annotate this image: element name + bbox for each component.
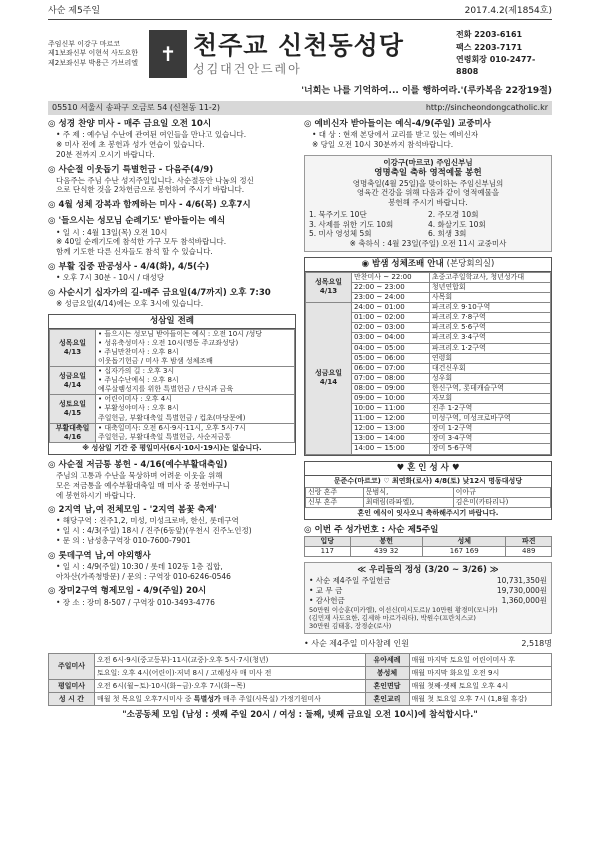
line: • 일 시 : 4월 13일(목) 오전 10시 <box>56 227 168 237</box>
hymn-numbers <box>304 525 552 557</box>
clergy-list <box>48 40 143 68</box>
wedding-box <box>304 461 552 520</box>
table-row <box>306 497 551 507</box>
left-column <box>48 119 296 649</box>
special-text: 매주 주일(사목실) 가정기원미사 <box>223 694 321 703</box>
line: • 일 시 : 4/3(주일) 18시 / 진주(6동앞)(우천시 진주노인정) <box>56 526 252 536</box>
day-label: 성토요일 4/15 <box>50 395 96 423</box>
table-row <box>49 680 552 693</box>
table-row <box>305 547 552 557</box>
pilgrim-prayer <box>48 216 296 256</box>
list-item: 4. 화살기도 10회 <box>428 219 486 229</box>
finance-label: • 교 무 금 <box>309 586 343 596</box>
day-label: 성금요일 4/14 <box>306 303 352 454</box>
time-slot: 01:00 ~ 02:00 <box>352 313 430 323</box>
fax: 팩스 2203-7171 <box>456 42 523 52</box>
assigned-group: 사목회 <box>429 293 550 303</box>
finance-row <box>309 576 547 586</box>
section-heading: ◎ 장미2구역 형제모임 - 4/9(주일) 20시 <box>48 586 207 597</box>
day-detail <box>96 423 295 442</box>
section-heading: ◎ 성경 찬양 미사 - 매주 금요일 오전 10시 <box>48 119 212 130</box>
funeral-contact: 연령회장 010-2477-8808 <box>456 55 536 77</box>
confession <box>48 262 296 283</box>
time-slot: 06:00 ~ 07:00 <box>352 363 430 373</box>
assigned-group: 초중고주일학교사, 청년성가대 <box>429 272 550 282</box>
day-label: 성목요일 4/13 <box>306 272 352 302</box>
list-item: 5. 미사 영성체 5회 <box>309 229 372 239</box>
line: • 일 시 : 4/9(주일) 10:30 / 롯데 102동 1층 집합, <box>56 561 223 571</box>
cell: 문범식, <box>363 487 453 497</box>
time-slot: 14:00 ~ 15:00 <box>352 444 430 454</box>
table-row <box>50 423 295 442</box>
cell: 봉성체 <box>365 667 409 680</box>
table-row <box>305 537 552 547</box>
line: 으로 단식한 것을 2차헌금으로 봉헌하여 주시기 바랍니다. <box>56 185 245 195</box>
masthead <box>48 24 552 84</box>
time-slot: 08:00 ~ 09:00 <box>352 383 430 393</box>
line: 봉헌해 주시기 바랍니다. <box>388 198 468 208</box>
cell: 토요일: 오후 4시(어린이)·저녁 8시 / 고해성사 매 미사 전 <box>95 667 366 680</box>
cell: 혼인면담 <box>365 680 409 693</box>
table-row <box>49 654 552 667</box>
section-heading: ◎ 사순절 저금통 봉헌 - 4/16(예수부활대축일) <box>48 459 228 470</box>
assigned-group: 파크리오 5·6구역 <box>429 323 550 333</box>
header-top <box>48 6 552 20</box>
wedding-title-text: 혼 인 성 사 <box>407 462 449 473</box>
section-heading: ◎ 롯데구역 남,여 야외행사 <box>48 550 151 561</box>
line: • 대 상 : 현재 본당에서 교리를 받고 있는 예비신자 <box>312 130 479 140</box>
lent-collection <box>48 165 296 196</box>
right-column <box>304 119 552 649</box>
line: 주님의 고통과 수난을 묵상하며 어려운 이웃을 위해 <box>56 471 223 481</box>
assigned-group: 파크리오 7·8구역 <box>429 313 550 323</box>
day-detail <box>96 395 295 423</box>
district2-meeting <box>48 505 296 545</box>
line: 에 봉헌하시기 바랍니다. <box>56 490 136 500</box>
line: • 문 의 : 남성총구역장 010-7600-7901 <box>56 535 191 545</box>
day-detail <box>96 367 295 395</box>
finance-label: • 사순 제4주일 주일헌금 <box>309 576 391 586</box>
adoration-schedule <box>305 272 551 455</box>
day-label: 성목요일 4/13 <box>50 329 96 366</box>
time-slot: 03:00 ~ 04:00 <box>352 333 430 343</box>
donor-line: 50만원 이승훈(미카엘), 이선신(미시도르)/ 10만원 황경미(모니카) <box>309 605 498 614</box>
attendance-count: 2,518명 <box>521 638 552 648</box>
feast-note: ※ 축하식 : 4월 23일(주일) 오전 11시 교중미사 <box>349 239 507 249</box>
benediction-mass <box>48 200 296 211</box>
assigned-group: 청년연합회 <box>429 282 550 292</box>
day-label: 성금요일 4/14 <box>50 367 96 395</box>
finance-box <box>304 562 552 634</box>
time-slot: 05:00 ~ 06:00 <box>352 353 430 363</box>
assigned-group: 파크리오 9·10구역 <box>429 303 550 313</box>
assigned-group: 연령회 <box>429 353 550 363</box>
line: • 오후 7시 30분 - 10시 / 대성당 <box>56 272 165 282</box>
line: • 해당구역 : 진주1,2, 미성, 미성크로바, 한신, 롯데구역 <box>56 516 239 526</box>
feast-title: 영명축일 축하 영적예물 봉헌 <box>374 167 482 178</box>
cell: 최태림(라파엘), <box>363 497 453 507</box>
time-slot: 13:00 ~ 14:00 <box>352 434 430 444</box>
time-slot: 23:00 ~ 24:00 <box>352 293 430 303</box>
address: 05510 서울시 송파구 오금로 54 (신천동 11-2) <box>52 102 221 112</box>
address-bar <box>48 101 552 115</box>
section-heading: ◎ 부활 집중 판공성사 - 4/4(화), 4/5(수) <box>48 261 210 272</box>
section-heading: ◎ 4월 성체 강복과 함께하는 미사 - 4/6(목) 오후7시 <box>48 200 251 211</box>
phone: 전화 2203-6161 <box>456 30 523 40</box>
line: • 들으시는 성모님 받아들이는 예식 : 오전 10시 /성당 <box>98 329 263 338</box>
line: • 주님수난예식 : 오후 8시 <box>98 376 179 385</box>
title-prefix: 천주교 <box>193 30 269 60</box>
wedding-note: 혼인 예식이 잇사오니 축하해주시기 바랍니다. <box>357 508 499 517</box>
special-label: 특별성가 <box>193 694 221 703</box>
list-item: 1. 묵주기도 10단 <box>309 209 367 219</box>
line: ※ 미사 전에 초 봉헌과 성가 연습이 있습니다. <box>56 140 205 149</box>
time-slot: 02:00 ~ 03:00 <box>352 323 430 333</box>
cell: 주일미사 <box>49 654 95 680</box>
lotte-outing <box>48 551 296 582</box>
mass-schedule-table <box>48 653 552 706</box>
table-row <box>306 272 551 282</box>
cell: 489 <box>506 547 552 557</box>
assigned-group: 장미 5·6구역 <box>429 444 550 454</box>
table-row <box>50 367 295 395</box>
footer-note: "소공동체 모임 (남성 : 셋째 주일 20시 / 여성 : 둘째, 넷째 금요일 오전 10시)에 참석합시다." <box>122 710 478 721</box>
wedding-couple: 문준수(마르코) ♡ 최연화(로사) 4/8(토) 낮12시 명동대성당 <box>333 476 523 485</box>
time-slot: 09:00 ~ 10:00 <box>352 393 430 403</box>
cell: 매월 첫째·셋째 토요일 오후 4시 <box>409 680 552 693</box>
assigned-group: 대건신우회 <box>429 363 550 373</box>
line: 20분 전까지 오시기 바랍니다. <box>56 149 155 159</box>
line: ※ 성금요일(4/14)에는 오후 3시에 있습니다. <box>56 298 204 308</box>
adoration-location: (본당회의실) <box>446 258 495 269</box>
assigned-group: 파크리오 1·2구역 <box>429 343 550 353</box>
triduum-table <box>48 314 296 455</box>
liturgical-week: 사순 제5주일 <box>48 6 101 16</box>
section-heading: ◎ 사순절 이웃돕기 특별헌금 - 다음주(4/9) <box>48 164 214 175</box>
assigned-group: 진주 1·2구역 <box>429 404 550 414</box>
assigned-group: 성우회 <box>429 373 550 383</box>
day-label: 부활대축일 4/16 <box>50 423 96 442</box>
assigned-group: 장미 3·4구역 <box>429 434 550 444</box>
line: • 부활성야미사 : 오후 8시 <box>98 404 179 413</box>
line: 이웃돕기헌금 / 미사 후 밤샘 성체조배 <box>98 356 213 365</box>
donor-line: 30만원 김태홍, 장경순(로사) <box>309 622 392 631</box>
line: ※ 40일 순례기도에 참석한 가구 모두 참석바랍니다. <box>56 237 227 247</box>
section-heading: ◎ '들으시는 성모님 순례기도' 받아들이는 예식 <box>48 216 226 227</box>
line: 예루살렘성지를 위한 특별헌금 / 단식과 금육 <box>98 385 234 394</box>
cell: 117 <box>305 547 351 557</box>
table-row <box>50 329 295 366</box>
cell: 신부 혼주 <box>306 497 364 507</box>
cell: 혼인교리 <box>365 693 409 706</box>
line: • 주님만찬미사 : 오후 8시 <box>98 347 179 356</box>
time-slot: 11:00 ~ 12:00 <box>352 414 430 424</box>
finance-amount: 10,731,350원 <box>496 576 547 586</box>
line: 아차산(가족청방문) / 문의 : 구역장 010-6246-0546 <box>56 571 231 581</box>
line: 모은 저금통을 예수부활대축일 매 미사 중 봉헌바구니 <box>56 480 230 490</box>
church-title <box>193 30 456 63</box>
list-item: 6. 희생 3회 <box>428 229 467 239</box>
attendance-label: • 사순 제4주일 미사참례 인원 <box>304 638 409 648</box>
finance-amount: 1,360,000원 <box>501 595 547 605</box>
finance-label: • 감사헌금 <box>309 595 345 605</box>
wedding-title: ♥ 혼 인 성 사 ♥ <box>305 462 551 476</box>
cell: 봉헌 <box>350 537 422 547</box>
clergy-3: 제2보좌신부 박용근 가브리엘 <box>48 58 139 67</box>
catechumen-rite <box>304 119 552 150</box>
church-logo-icon: ✝ <box>149 30 187 78</box>
line: 영명축일(4월 25일)을 맞이하는 주임신부님의 <box>352 178 504 188</box>
clergy-1: 주임신부 이강구 마르코 <box>48 39 121 48</box>
section-heading: ◎ 이번 주 성가번호 : 사순 제5주일 <box>304 524 439 535</box>
assigned-group: 한신구역, 롯데캐슬구역 <box>429 383 550 393</box>
assigned-group: 장미 1·2구역 <box>429 424 550 434</box>
line: 주일헌금, 부활대축일 특별헌금 / 컵초(마당문예) <box>98 413 246 422</box>
finance-amount: 19,730,000원 <box>496 586 547 596</box>
table-row <box>49 693 552 706</box>
pastor-name: 이강구(마르코) 주임신부님 <box>383 157 473 167</box>
triduum-note: ※ 성삼일 기간 중 평일미사(6시·10시·19시)는 없습니다. <box>82 443 262 452</box>
line: ※ 당일 오전 10시 30분까지 참석바랍니다. <box>312 140 454 149</box>
finance-title: ≪ 우리들의 정성 (3/20 ~ 3/26) ≫ <box>357 565 499 576</box>
cell: 김은미(카타리나) <box>453 497 550 507</box>
table-row <box>49 667 552 680</box>
day-detail <box>96 329 295 366</box>
cell: 파견 <box>506 537 552 547</box>
cell: 167 169 <box>423 547 506 557</box>
time-slot: 07:00 ~ 08:00 <box>352 373 430 383</box>
motto: '너희는 나를 기억하여... 이를 행하여라.'(루카복음 22장19절) <box>301 86 552 96</box>
time-slot: 만찬미사 ~ 22:00 <box>352 272 430 282</box>
adoration-title: ◉ 밤샘 성체조배 안내 (본당회의실) <box>305 258 551 272</box>
church-subtitle: 성김대건안드레아 <box>193 62 302 77</box>
cell: 오전 6시·9시(중고등부)·11시(교중)·오후 5시·7시(청년) <box>95 654 366 667</box>
list-item: 2. 주모경 10회 <box>428 209 479 219</box>
assigned-group: 미성구역, 미성크로바구역 <box>429 414 550 424</box>
cell: 입당 <box>305 537 351 547</box>
bible-mass <box>48 119 296 159</box>
cell: 신랑 혼주 <box>306 487 364 497</box>
clergy-2: 제1보좌신부 이현석 사도요한 <box>48 49 139 58</box>
website-link[interactable]: http://sincheondongcatholic.kr <box>425 102 548 112</box>
stations-of-cross <box>48 288 296 309</box>
cell: 성 시 간 <box>49 693 95 706</box>
cell: 매월 마지막 화요일 오전 9시 <box>409 667 552 680</box>
holy-hour-text: 매월 첫 목요일 오후7시미사 중 <box>97 694 192 703</box>
adoration-table <box>304 257 552 456</box>
finance-row <box>309 586 547 596</box>
time-slot: 04:00 ~ 05:00 <box>352 343 430 353</box>
attendance-row <box>304 639 552 649</box>
section-heading: ◎ 2지역 남,여 전체모임 - '2지역 봄꽃 축제' <box>48 505 217 516</box>
cell: 439 32 <box>350 547 422 557</box>
section-heading: ◎ 예비신자 받아들이는 예식-4/9(주일) 교중미사 <box>304 119 492 130</box>
cell: 오전 6시(월~토)·10시(화~금)·오후 7시(화~목) <box>95 680 366 693</box>
line: 다음주는 주님 수난 성지주일입니다. 사순절동안 나눔의 정신 <box>56 175 254 185</box>
line: 주일헌금, 부활대축일 특별헌금, 사순저금통 <box>98 432 231 441</box>
table-row <box>306 487 551 497</box>
line: • 장 소 : 장미 8-507 / 구역장 010-3493-4776 <box>56 597 215 607</box>
line: • 어린이미사 : 오후 4시 <box>98 395 172 404</box>
cell: 이아규 <box>453 487 550 497</box>
line: • 성유축성미사 : 오전 10시(명동 주교좌성당) <box>98 338 239 347</box>
table-row <box>306 303 551 313</box>
line: 함께 기도한 다른 신자들도 참석 할 수 있습니다. <box>56 247 213 257</box>
cell: 매월 마지막 토요일 어린이미사 후 <box>409 654 552 667</box>
contact-info <box>456 29 552 79</box>
list-item: 3. 사제를 위한 기도 10회 <box>309 219 394 229</box>
assigned-group: 파크리오 3·4구역 <box>429 333 550 343</box>
title-name: 신천동성당 <box>278 30 404 60</box>
time-slot: 22:00 ~ 23:00 <box>352 282 430 292</box>
adoration-title-text: 밤샘 성체조배 안내 <box>372 258 444 269</box>
cell: 유아세례 <box>365 654 409 667</box>
gift-list <box>309 210 547 239</box>
lent-box-offering <box>48 460 296 500</box>
time-slot: 24:00 ~ 01:00 <box>352 303 430 313</box>
donor-line: (김민재 사도요한, 김세하 마르가리타), 박원수(프란치스코) <box>309 614 476 623</box>
feast-gift-box <box>304 155 552 252</box>
triduum-title: 성삼일 전례 <box>49 315 295 329</box>
finance-row <box>309 596 547 606</box>
assigned-group: 자모회 <box>429 393 550 403</box>
section-heading: ◎ 사순시기 십자가의 길-매주 금요일(4/7까지) 오후 7:30 <box>48 287 271 298</box>
line: • 대축일미사: 오전 6시·9시·11시, 오후 5시·7시 <box>98 423 246 432</box>
table-row <box>50 395 295 423</box>
cell: 매월 첫 토요일 오후 7시 (1,8월 휴강) <box>409 693 552 706</box>
line: • 십자가의 길 : 오후 3시 <box>98 367 175 376</box>
cell: 성체 <box>423 537 506 547</box>
jangmi2-meeting <box>48 586 296 607</box>
title-box <box>193 30 456 78</box>
cell <box>95 693 366 706</box>
cell: 평일미사 <box>49 680 95 693</box>
time-slot: 12:00 ~ 13:00 <box>352 424 430 434</box>
issue-number: 2017.4.2(제1854호) <box>464 6 552 16</box>
time-slot: 10:00 ~ 11:00 <box>352 404 430 414</box>
line: • 주 제 : 예수님 수난에 관여된 여인들을 만나고 있습니다. <box>56 130 247 140</box>
line: 영육간 건강을 위해 다음과 같이 영적예물을 <box>356 188 500 198</box>
